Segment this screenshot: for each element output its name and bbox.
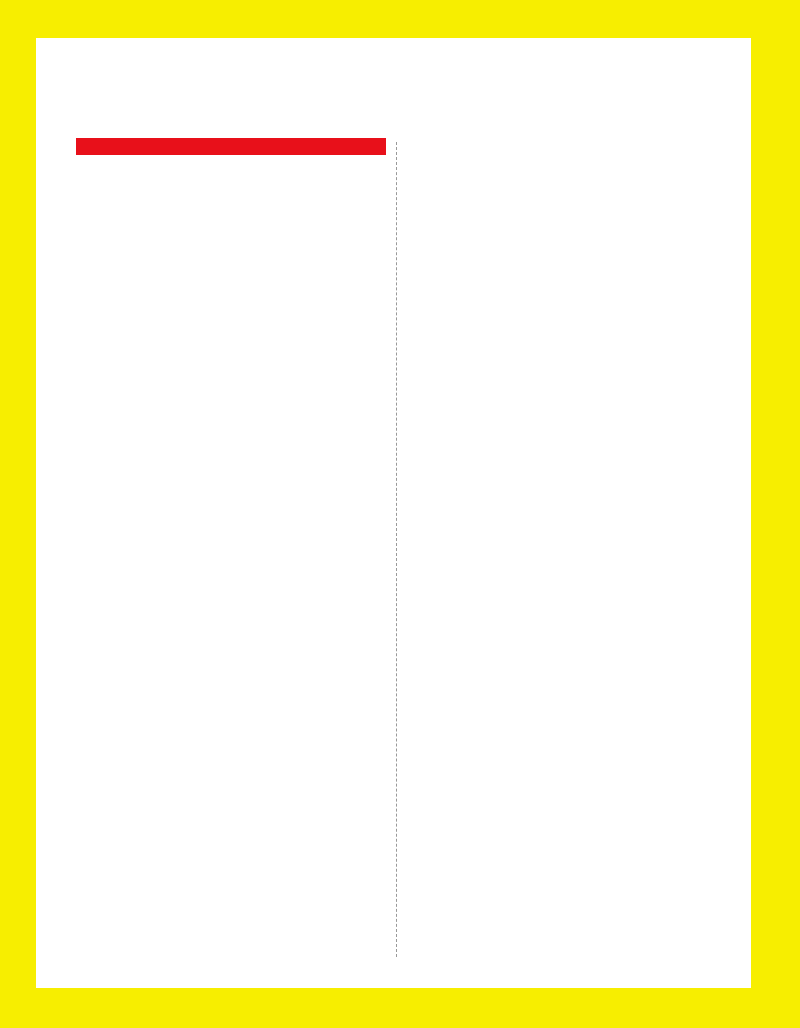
page-title [36,68,751,138]
column-divider [396,142,397,957]
contents-panel [36,38,751,988]
left-column [76,138,386,155]
footer [0,995,800,1013]
section-header [76,138,386,155]
